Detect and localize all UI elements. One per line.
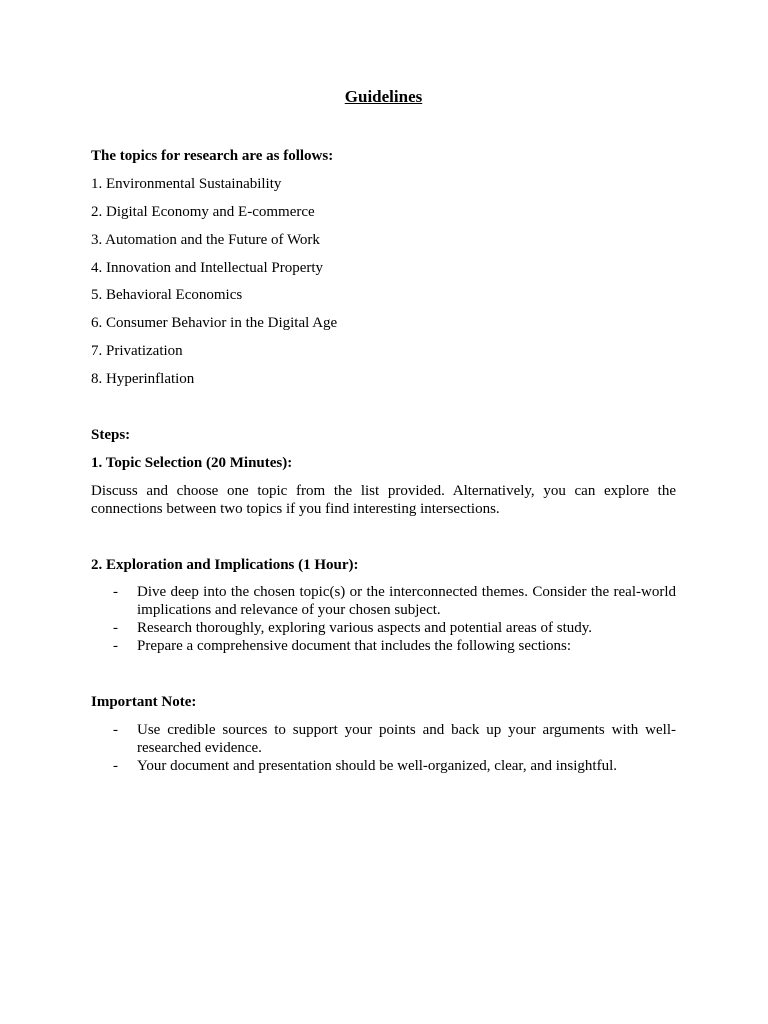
list-item xyxy=(113,757,676,775)
topic-item: 5. Behavioral Economics xyxy=(91,287,243,303)
bullet-marker: - xyxy=(113,638,118,654)
bullet-marker: - xyxy=(113,722,118,738)
list-item xyxy=(113,637,676,655)
document-title: Guidelines xyxy=(344,87,423,106)
note-heading: Important Note: xyxy=(91,694,197,710)
bullet-text: Dive deep into the chosen topic(s) or the interconnected themes. Consider the real-world implications and relevance of your chosen subject. xyxy=(137,584,676,618)
list-item xyxy=(113,619,676,637)
bullet-text: Research thoroughly, exploring various aspects and potential areas of study. xyxy=(137,620,593,636)
bullet-marker: - xyxy=(113,758,118,774)
list-item xyxy=(113,583,676,619)
steps-heading: Steps: xyxy=(91,427,131,443)
topic-item: 2. Digital Economy and E-commerce xyxy=(91,204,315,220)
step1-text: Discuss and choose one topic from the list provided. Alternatively, you can explore the connections between two topics if you find interesting intersections. xyxy=(91,483,676,517)
topic-item: 6. Consumer Behavior in the Digital Age xyxy=(91,315,338,331)
step2-heading: 2. Exploration and Implications (1 Hour): xyxy=(91,557,359,573)
topic-item: 8. Hyperinflation xyxy=(91,371,195,387)
topics-heading: The topics for research are as follows: xyxy=(91,148,334,164)
bullet-marker: - xyxy=(113,584,118,600)
bullet-text: Prepare a comprehensive document that includes the following sections: xyxy=(137,638,572,654)
step1-heading: 1. Topic Selection (20 Minutes): xyxy=(91,455,293,471)
topic-item: 1. Environmental Sustainability xyxy=(91,176,282,192)
topic-item: 7. Privatization xyxy=(91,343,183,359)
bullet-marker: - xyxy=(113,620,118,636)
bullet-text: Your document and presentation should be well-organized, clear, and insightful. xyxy=(137,758,617,774)
bullet-text: Use credible sources to support your points and back up your arguments with well-researched evidence. xyxy=(137,722,676,756)
topic-item: 3. Automation and the Future of Work xyxy=(91,232,320,248)
topic-item: 4. Innovation and Intellectual Property xyxy=(91,260,324,276)
list-item xyxy=(113,721,676,757)
